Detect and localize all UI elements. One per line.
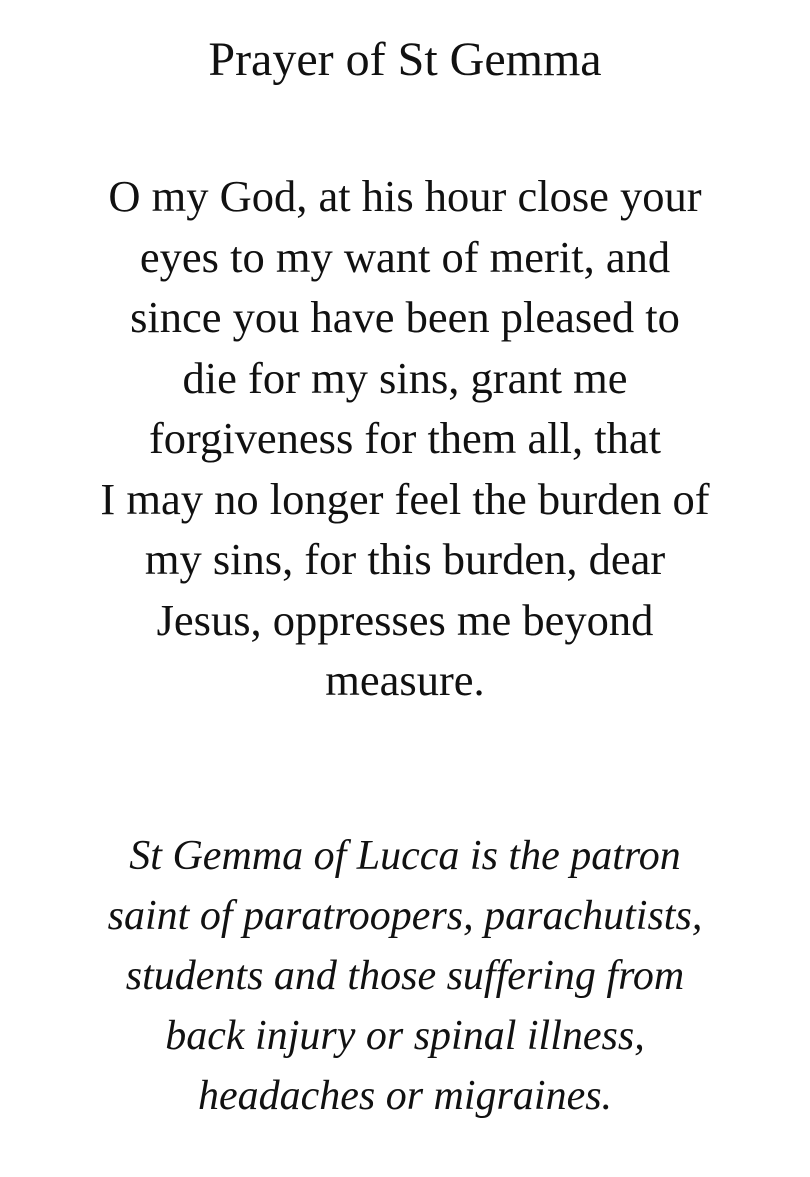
note-line: headaches or migraines.: [197, 1073, 613, 1119]
page-title: Prayer of St Gemma: [208, 33, 602, 86]
prayer-text: [0, 166, 810, 711]
prayer-line: my sins, for this burden, dear: [144, 534, 666, 584]
prayer-line: eyes to my want of merit, and: [139, 231, 671, 282]
patron-note: [0, 826, 810, 1126]
note-line: students and those suffering from: [125, 953, 685, 999]
prayer-line: forgiveness for them all, that: [148, 413, 662, 463]
prayer-line: die for my sins, grant me: [182, 352, 628, 403]
note-line: saint of paratroopers, parachutists,: [107, 893, 703, 939]
prayer-line: O my God, at his hour close your: [108, 171, 702, 221]
note-line: back injury or spinal illness,: [165, 1013, 645, 1059]
prayer-line: measure.: [325, 655, 485, 705]
prayer-line: Jesus, oppresses me beyond: [156, 594, 654, 645]
note-line: St Gemma of Lucca is the patron: [129, 833, 681, 879]
prayer-line: I may no longer feel the burden of: [100, 473, 710, 524]
prayer-line: since you have been pleased to: [130, 292, 680, 342]
